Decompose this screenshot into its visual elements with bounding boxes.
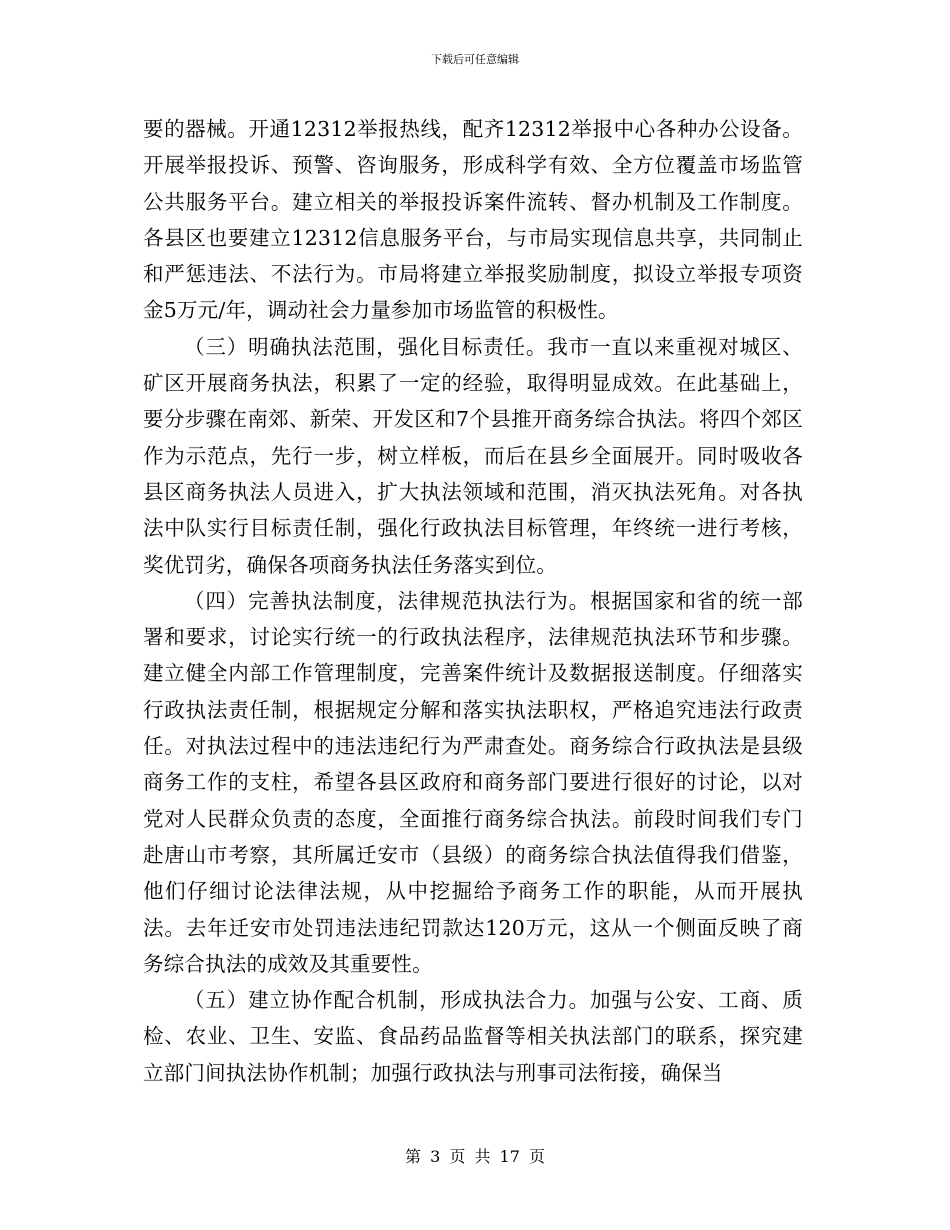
- page-header-note: 下载后可任意编辑: [431, 53, 519, 66]
- paragraph-section-5: （五）建立协作配合机制，形成执法合力。加强与公安、工商、质检、农业、卫生、安监、食品药品监督等相关执法部门的联系，探究建立部门间执法协作机制；加强行政执法与刑事司法衔接，确保当: [143, 988, 803, 1085]
- paragraph-continuation: 要的器械。开通12312举报热线，配齐12312举报中心各种办公设备。开展举报投诉、预警、咨询服务，形成科学有效、全方位覆盖市场监管公共服务平台。建立相关的举报投诉案件流转、督办机制及工作制度。各县区也要建立12312信息服务平台，与市局实现信息共享，共同制止和严惩违法、不法行为。市局将建立举报奖励制度，拟设立举报专项资金5万元/年，调动社会力量参加市场监管的积极性。: [143, 117, 803, 323]
- page-number-footer: 第 3 页 共 17 页: [405, 1147, 545, 1166]
- paragraph-section-4: （四）完善执法制度，法律规范执法行为。根据国家和省的统一部署和要求，讨论实行统一的行政执法程序，法律规范执法环节和步骤。建立健全内部工作管理制度，完善案件统计及数据报送制度。仔细落实行政执法责任制，根据规定分解和落实执法职权，严格追究违法行政责任。对执法过程中的违法违纪行为严肃查处。商务综合行政执法是县级商务工作的支柱，希望各县区政府和商务部门要进行很好的讨论，以对党对人民群众负责的态度，全面推行商务综合执法。前段时间我们专门赴唐山市考察，其所属迁安市（县级）的商务综合执法值得我们借鉴，他们仔细讨论法律法规，从中挖掘给予商务工作的职能，从而开展执法。去年迁安市处罚违法违纪罚款达120万元，这从一个侧面反映了商务综合执法的成效及其重要性。: [143, 588, 803, 976]
- paragraph-section-3: （三）明确执法范围，强化目标责任。我市一直以来重视对城区、矿区开展商务执法，积累了一定的经验，取得明显成效。在此基础上，要分步骤在南郊、新荣、开发区和7个县推开商务综合执法。将四个郊区作为示范点，先行一步，树立样板，而后在县乡全面展开。同时吸收各县区商务执法人员进入，扩大执法领域和范围，消灭执法死角。对各执法中队实行目标责任制，强化行政执法目标管理，年终统一进行考核，奖优罚劣，确保各项商务执法任务落实到位。: [143, 334, 803, 577]
- document-body: [143, 111, 803, 1091]
